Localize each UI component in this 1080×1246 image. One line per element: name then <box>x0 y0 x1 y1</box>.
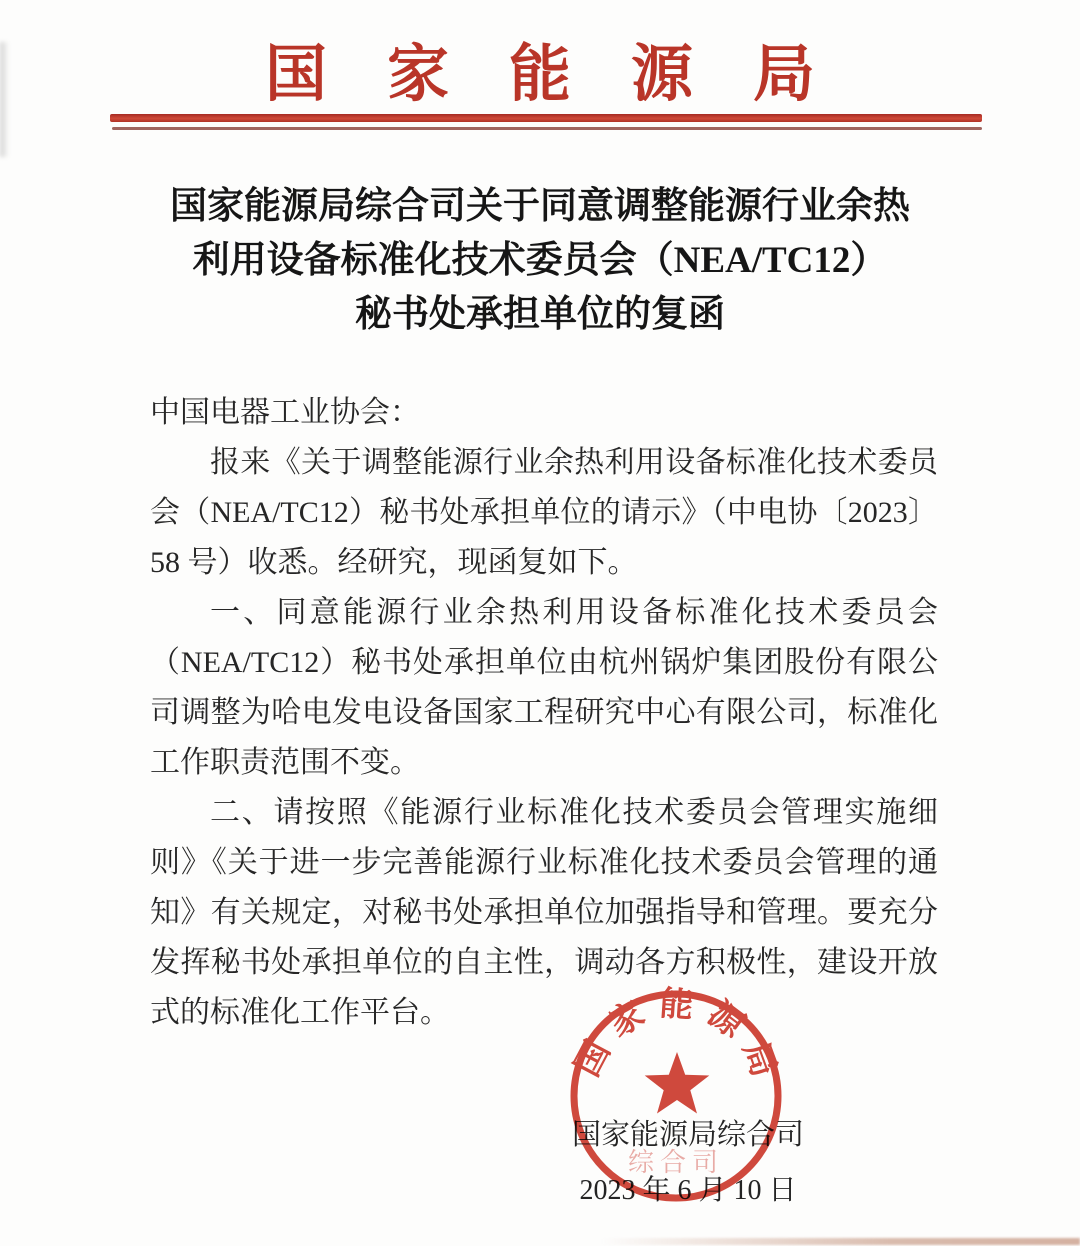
body-paragraph-1: 报来《关于调整能源行业余热利用设备标准化技术委员会（NEA/TC12）秘书处承担单位的请示》（中电协〔2023〕58 号）收悉。经研究，现函复如下。 <box>150 446 938 579</box>
letterhead-agency-name: 国家能源局 <box>264 41 875 109</box>
seal-bottom-text: 综合司 <box>627 1148 725 1177</box>
document-title-line-3: 秘书处承担单位的复函 <box>355 294 725 335</box>
salutation: 中国电器工业协会： <box>150 396 420 429</box>
document-body <box>150 388 938 1038</box>
document-title <box>0 180 1080 342</box>
star-icon <box>645 1052 710 1114</box>
scan-smudge-bottom <box>600 1238 1080 1245</box>
seal-arc-text: 国家能源局 <box>568 985 787 1093</box>
letterhead-rule-thick <box>110 114 982 122</box>
letterhead-rule-thin <box>112 127 982 130</box>
body-paragraph-2: 一、同意能源行业余热利用设备标准化技术委员会（NEA/TC12）秘书处承担单位由杭州锅炉集团股份有限公司调整为哈电发电设备国家工程研究中心有限公司，标准化工作职责范围不变。 <box>150 596 938 779</box>
official-seal <box>565 985 787 1207</box>
document-title-line-1: 国家能源局综合司关于同意调整能源行业余热 <box>170 186 910 227</box>
signature-date: 2023 年 6 月 10 日 <box>579 1175 797 1206</box>
signature-org: 国家能源局综合司 <box>571 1119 804 1151</box>
document-title-line-2: 利用设备标准化技术委员会（NEA/TC12） <box>192 240 888 281</box>
body-paragraph-3: 二、请按照《能源行业标准化技术委员会管理实施细则》《关于进一步完善能源行业标准化技术委员会管理的通知》有关规定，对秘书处承担单位加强指导和管理。要充分发挥秘书处承担单位的自主性，调动各方积极性，建设开放式的标准化工作平台。 <box>150 796 938 1029</box>
